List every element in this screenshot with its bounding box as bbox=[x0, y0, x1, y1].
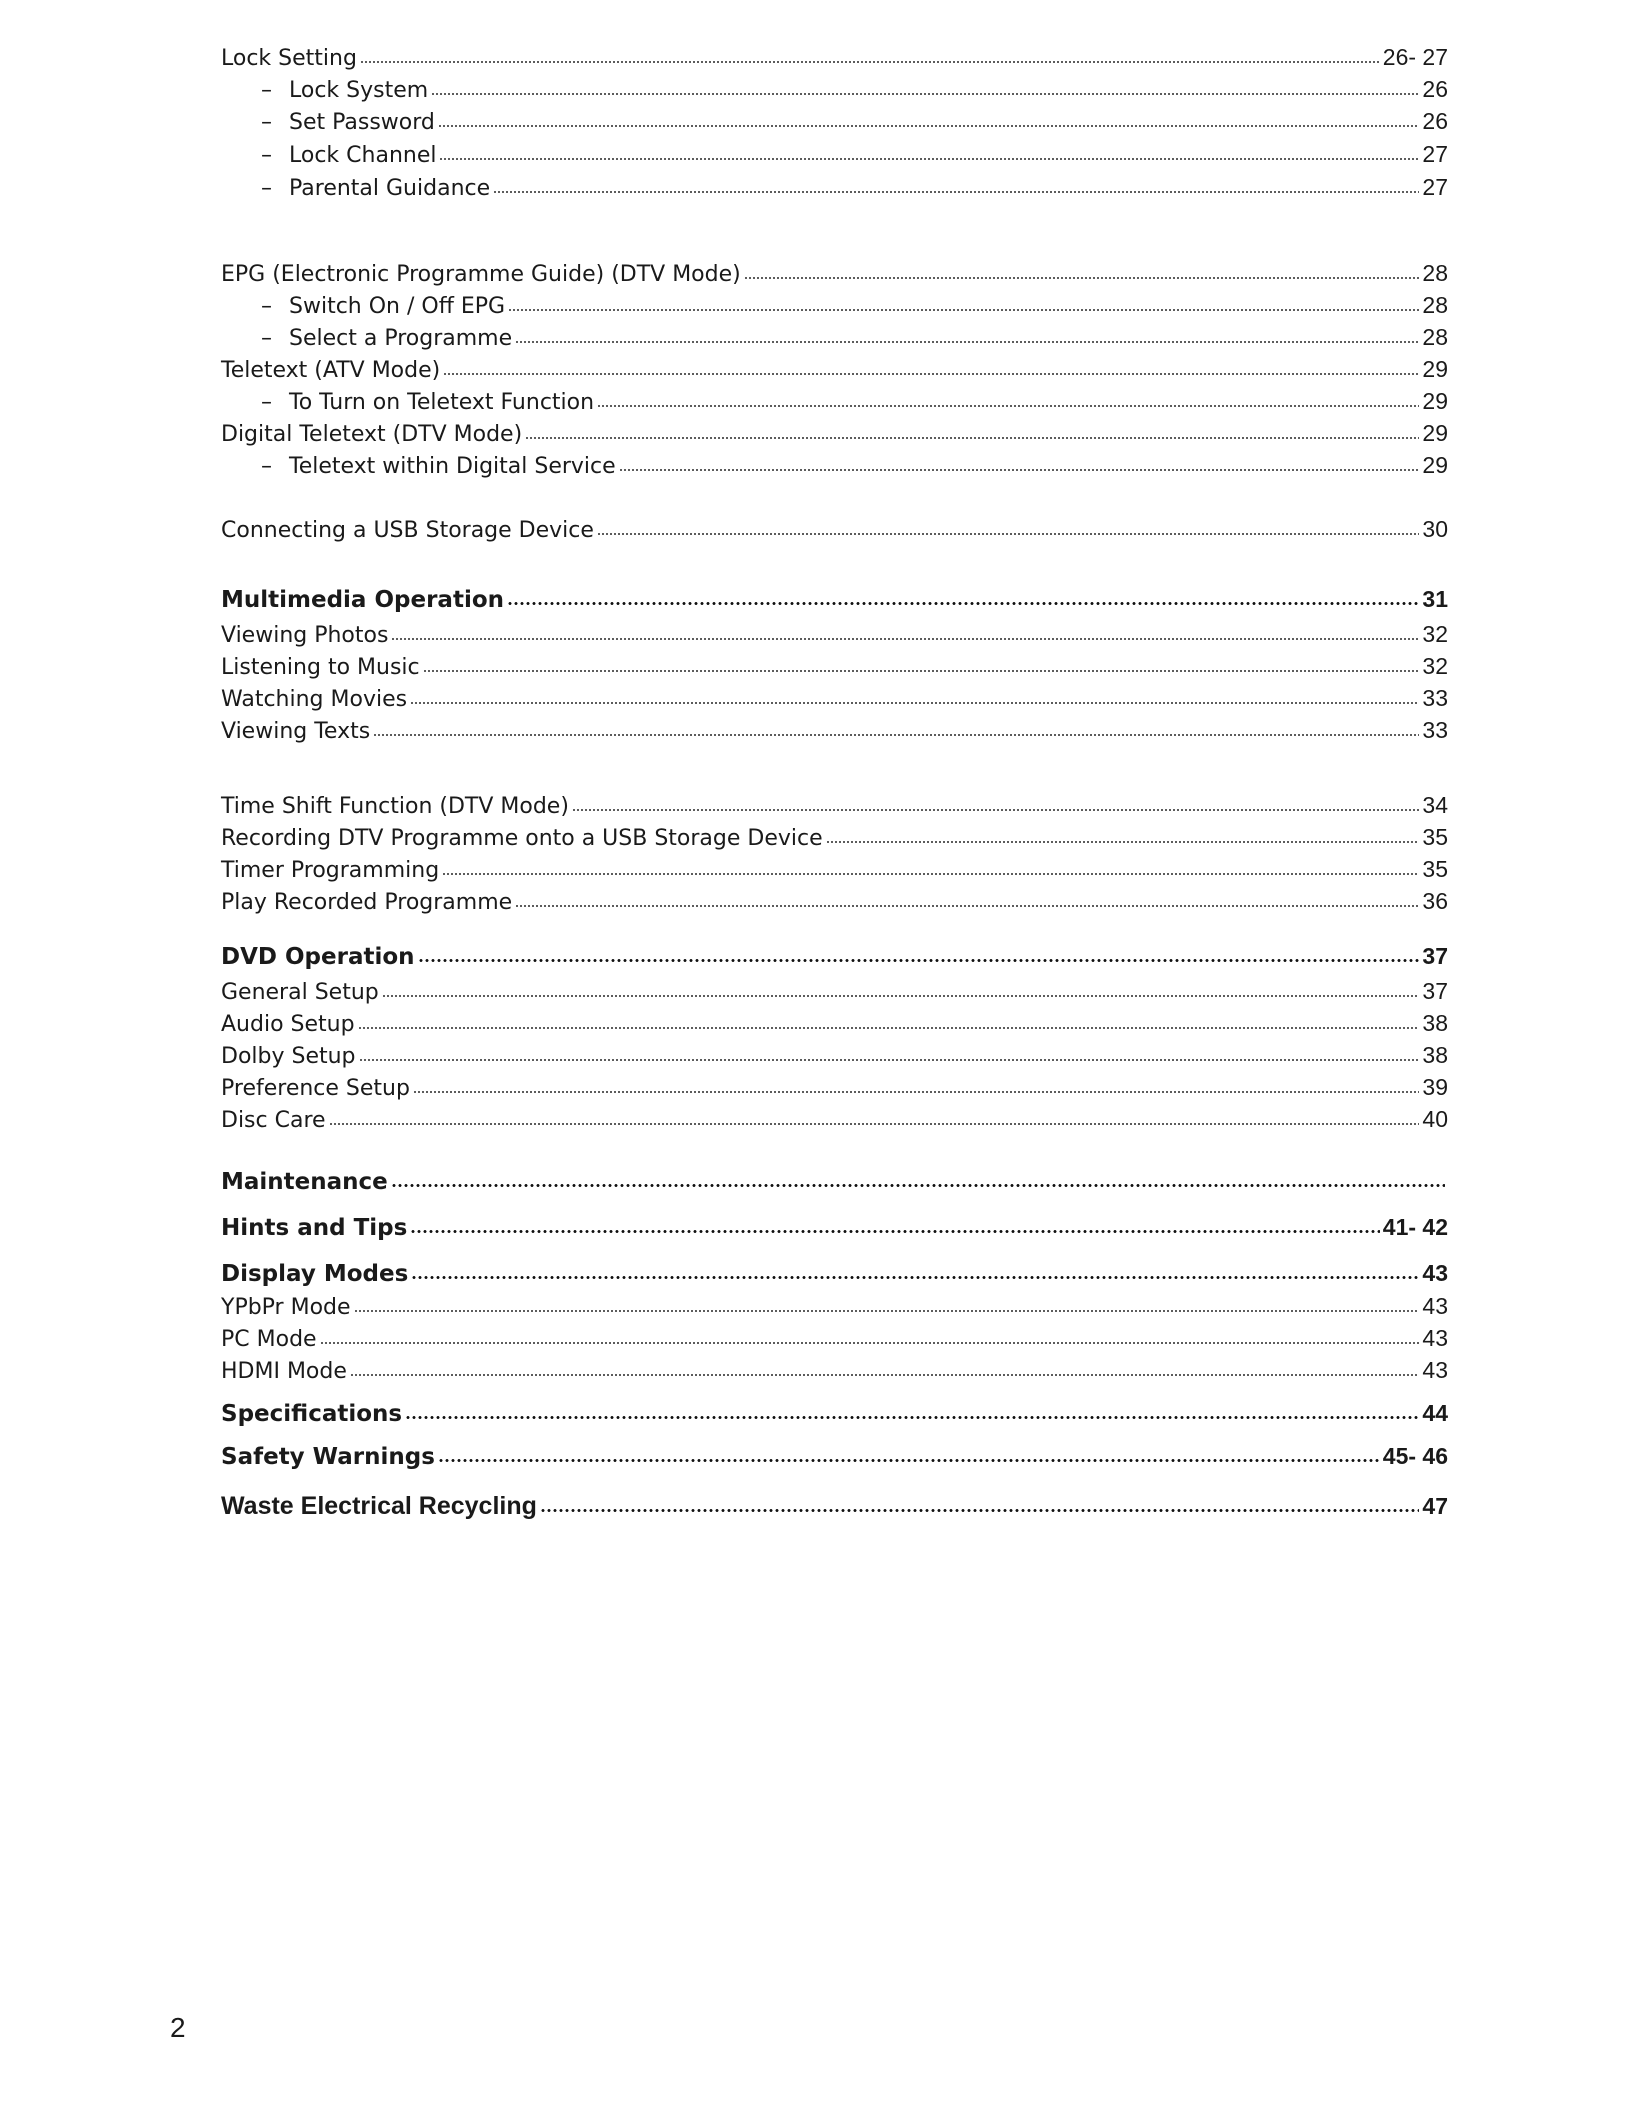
toc-dash: – bbox=[261, 78, 272, 103]
toc-title: To Turn on Teletext Function bbox=[289, 390, 595, 415]
toc-entry bbox=[221, 74, 1448, 104]
toc-entry bbox=[221, 258, 1448, 288]
toc-leader-dots bbox=[410, 1230, 1379, 1233]
toc-entry bbox=[221, 354, 1448, 384]
toc-entry bbox=[221, 1104, 1448, 1134]
toc-entry bbox=[221, 1323, 1448, 1353]
toc-page-number: 27 bbox=[1422, 141, 1448, 167]
toc-dash: – bbox=[261, 326, 272, 351]
toc-title: Digital Teletext (DTV Mode) bbox=[221, 422, 523, 447]
toc-title: Preference Setup bbox=[221, 1076, 410, 1101]
toc-page-number: 29 bbox=[1422, 356, 1448, 382]
toc-page-number: 43 bbox=[1422, 1260, 1448, 1286]
toc-page-number: 37 bbox=[1422, 978, 1448, 1004]
toc-leader-dots bbox=[438, 1459, 1380, 1462]
toc-leader-dots bbox=[358, 1027, 1420, 1029]
toc-title: Display Modes bbox=[221, 1261, 409, 1287]
toc-title: Connecting a USB Storage Device bbox=[221, 518, 594, 543]
toc-page-number: 38 bbox=[1422, 1042, 1448, 1068]
toc-entry bbox=[221, 886, 1448, 916]
toc-entry bbox=[221, 1167, 1448, 1197]
toc-entry bbox=[221, 854, 1448, 884]
toc-entry bbox=[221, 1040, 1448, 1070]
toc-page-number: 26 bbox=[1422, 76, 1448, 102]
toc-page-number: 43 bbox=[1422, 1293, 1448, 1319]
toc-entry bbox=[221, 386, 1448, 416]
toc-dash: – bbox=[261, 176, 272, 201]
toc-page-number: 29 bbox=[1422, 420, 1448, 446]
toc-title: Teletext within Digital Service bbox=[289, 454, 616, 479]
toc-leader-dots bbox=[540, 1509, 1420, 1512]
toc-dash: – bbox=[261, 390, 272, 415]
toc-leader-dots bbox=[572, 809, 1419, 811]
toc-entry bbox=[221, 1212, 1448, 1242]
toc-page-number: 43 bbox=[1422, 1325, 1448, 1351]
toc-title: PC Mode bbox=[221, 1327, 317, 1352]
toc-title: Maintenance bbox=[221, 1169, 388, 1195]
toc-leader-dots bbox=[329, 1123, 1420, 1125]
toc-title: DVD Operation bbox=[221, 944, 415, 970]
toc-title: Audio Setup bbox=[221, 1012, 355, 1037]
toc-page-number: 43 bbox=[1422, 1357, 1448, 1383]
toc-leader-dots bbox=[597, 533, 1419, 535]
toc-leader-dots bbox=[391, 1184, 1445, 1187]
toc-leader-dots bbox=[619, 469, 1420, 471]
toc-page-number: 39 bbox=[1422, 1074, 1448, 1100]
toc-entry bbox=[221, 172, 1448, 202]
toc-title: Safety Warnings bbox=[221, 1444, 435, 1470]
toc-page-number: 44 bbox=[1422, 1400, 1448, 1426]
toc-title: HDMI Mode bbox=[221, 1359, 347, 1384]
toc-page-number: 29 bbox=[1422, 388, 1448, 414]
toc-entry bbox=[221, 106, 1448, 136]
toc-title: Dolby Setup bbox=[221, 1044, 356, 1069]
page-number: 2 bbox=[170, 2012, 186, 2043]
toc-entry bbox=[221, 139, 1448, 169]
toc-page-number: 30 bbox=[1422, 516, 1448, 542]
toc-page-number: 36 bbox=[1422, 888, 1448, 914]
toc-title: Disc Care bbox=[221, 1108, 326, 1133]
toc-leader-dots bbox=[508, 309, 1419, 311]
toc-title: Viewing Texts bbox=[221, 719, 371, 744]
toc-entry bbox=[221, 1072, 1448, 1102]
toc-entry bbox=[221, 1398, 1448, 1428]
toc-title: Lock Channel bbox=[289, 143, 437, 168]
toc-page-number: 35 bbox=[1422, 824, 1448, 850]
toc-page-number: 26- 27 bbox=[1382, 44, 1448, 70]
toc-leader-dots bbox=[405, 1416, 1419, 1419]
toc-entry bbox=[221, 514, 1448, 544]
toc-page-number: 34 bbox=[1422, 792, 1448, 818]
toc-dash: – bbox=[261, 454, 272, 479]
toc-title: Parental Guidance bbox=[289, 176, 491, 201]
toc-leader-dots bbox=[443, 373, 1419, 375]
toc-page-number: 37 bbox=[1422, 943, 1448, 969]
toc-title: Set Password bbox=[289, 110, 435, 135]
toc-page-number: 33 bbox=[1422, 717, 1448, 743]
toc-leader-dots bbox=[373, 734, 1419, 736]
toc-title: Select a Programme bbox=[289, 326, 513, 351]
toc-title: Time Shift Function (DTV Mode) bbox=[221, 794, 569, 819]
toc-leader-dots bbox=[418, 959, 1420, 962]
toc-leader-dots bbox=[442, 873, 1419, 875]
toc-title: Lock Setting bbox=[221, 46, 357, 71]
toc-title: Recording DTV Programme onto a USB Storage Device bbox=[221, 826, 823, 851]
toc-page-number: 38 bbox=[1422, 1010, 1448, 1036]
toc-entry bbox=[221, 1355, 1448, 1385]
toc-title: Viewing Photos bbox=[221, 623, 389, 648]
toc-leader-dots bbox=[507, 602, 1419, 605]
toc-leader-dots bbox=[413, 1091, 1419, 1093]
toc-page-number: 28 bbox=[1422, 260, 1448, 286]
toc-leader-dots bbox=[525, 437, 1419, 439]
toc-page-number: 40 bbox=[1422, 1106, 1448, 1132]
toc-leader-dots bbox=[360, 61, 1380, 63]
toc-entry bbox=[221, 290, 1448, 320]
toc-title: EPG (Electronic Programme Guide) (DTV Mode) bbox=[221, 262, 741, 287]
toc-leader-dots bbox=[493, 191, 1419, 193]
toc-entry bbox=[221, 1258, 1448, 1288]
toc-entry bbox=[221, 584, 1448, 614]
toc-entry bbox=[221, 1491, 1448, 1521]
toc-title: Switch On / Off EPG bbox=[289, 294, 506, 319]
toc-entry bbox=[221, 822, 1448, 852]
toc-entry bbox=[221, 1008, 1448, 1038]
toc-leader-dots bbox=[391, 638, 1419, 640]
toc-leader-dots bbox=[423, 670, 1420, 672]
toc-title: Specifications bbox=[221, 1401, 403, 1427]
toc-title: Lock System bbox=[289, 78, 429, 103]
toc-entry bbox=[221, 715, 1448, 745]
toc-page-number: 47 bbox=[1422, 1493, 1448, 1519]
toc-leader-dots bbox=[354, 1310, 1420, 1312]
toc-page-number: 45- 46 bbox=[1382, 1443, 1448, 1469]
toc-entry bbox=[221, 619, 1448, 649]
toc-leader-dots bbox=[826, 841, 1420, 843]
toc-title: Teletext (ATV Mode) bbox=[221, 358, 441, 383]
toc-page-number: 41- 42 bbox=[1382, 1214, 1448, 1240]
toc-leader-dots bbox=[439, 158, 1419, 160]
toc-entry bbox=[221, 42, 1448, 72]
toc-leader-dots bbox=[515, 905, 1419, 907]
toc-leader-dots bbox=[515, 341, 1419, 343]
toc-page-number: 35 bbox=[1422, 856, 1448, 882]
toc-page-number: 31 bbox=[1422, 586, 1448, 612]
toc-entry bbox=[221, 790, 1448, 820]
toc-title: Listening to Music bbox=[221, 655, 420, 680]
toc-page-number: 32 bbox=[1422, 621, 1448, 647]
toc-leader-dots bbox=[410, 702, 1419, 704]
toc-title: YPbPr Mode bbox=[221, 1295, 351, 1320]
toc-leader-dots bbox=[350, 1374, 1420, 1376]
toc-entry bbox=[221, 450, 1448, 480]
toc-entry bbox=[221, 1291, 1448, 1321]
toc-leader-dots bbox=[359, 1059, 1420, 1061]
toc-page-number: 27 bbox=[1422, 174, 1448, 200]
toc-title: Waste Electrical Recycling bbox=[221, 1492, 537, 1520]
toc-leader-dots bbox=[382, 995, 1420, 997]
toc-entry bbox=[221, 976, 1448, 1006]
toc-page-number: 26 bbox=[1422, 108, 1448, 134]
toc-page-number: 28 bbox=[1422, 324, 1448, 350]
toc-title: Hints and Tips bbox=[221, 1215, 408, 1241]
toc-leader-dots bbox=[597, 405, 1419, 407]
toc-title: Watching Movies bbox=[221, 687, 408, 712]
toc-entry bbox=[221, 322, 1448, 352]
toc-leader-dots bbox=[320, 1342, 1420, 1344]
toc-title: Timer Programming bbox=[221, 858, 440, 883]
toc-dash: – bbox=[261, 294, 272, 319]
toc-entry bbox=[221, 1441, 1448, 1471]
toc-leader-dots bbox=[431, 93, 1419, 95]
toc-page-number: 33 bbox=[1422, 685, 1448, 711]
toc-dash: – bbox=[261, 110, 272, 135]
toc-page-number: 29 bbox=[1422, 452, 1448, 478]
toc-leader-dots bbox=[411, 1276, 1419, 1279]
toc-title: General Setup bbox=[221, 980, 379, 1005]
toc-entry bbox=[221, 418, 1448, 448]
toc-title: Play Recorded Programme bbox=[221, 890, 513, 915]
toc-leader-dots bbox=[438, 125, 1420, 127]
toc-entry bbox=[221, 651, 1448, 681]
toc-page-number: 28 bbox=[1422, 292, 1448, 318]
toc-title: Multimedia Operation bbox=[221, 587, 504, 613]
toc-dash: – bbox=[261, 143, 272, 168]
toc-entry bbox=[221, 683, 1448, 713]
toc-page-number: 32 bbox=[1422, 653, 1448, 679]
toc-entry bbox=[221, 941, 1448, 971]
toc-leader-dots bbox=[744, 277, 1420, 279]
